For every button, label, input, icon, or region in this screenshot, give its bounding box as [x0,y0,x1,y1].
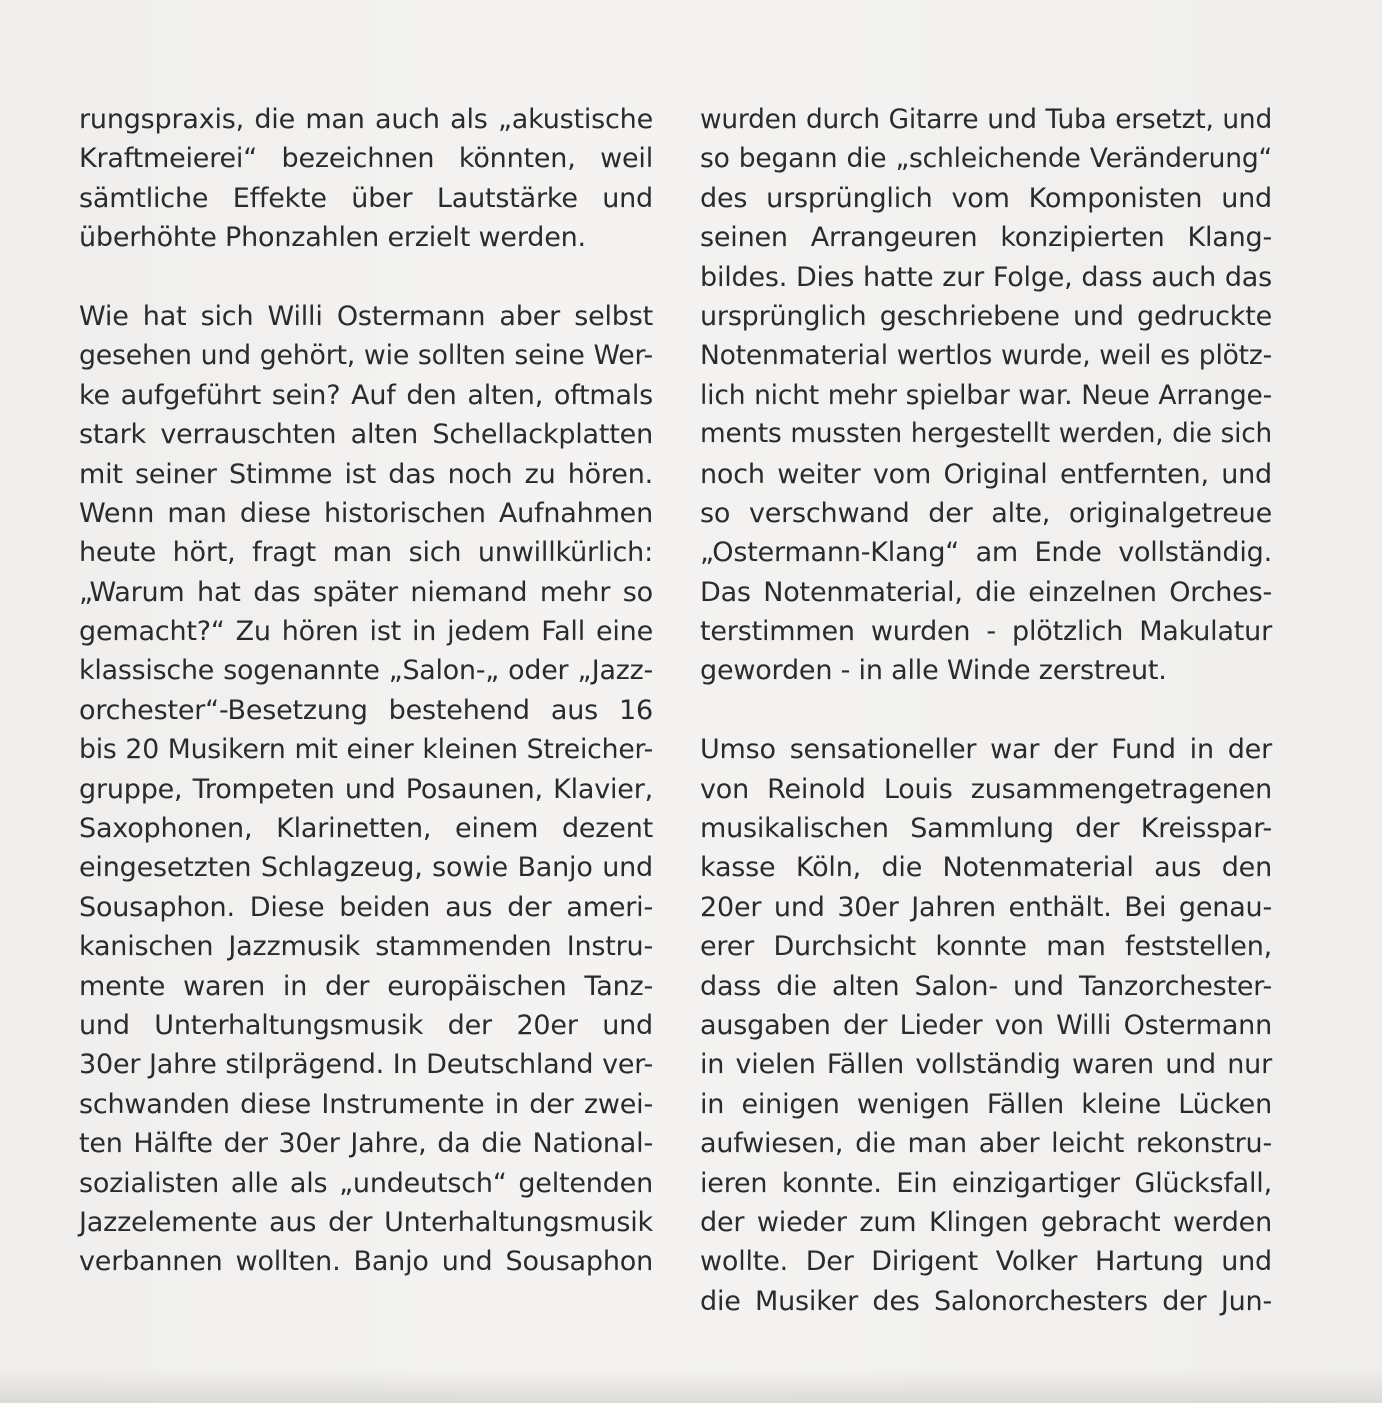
text-line: ursprünglich geschriebene und gedruckte [700,300,1272,332]
text-line: sozialisten alle als „undeutsch“ geltenden [79,1167,653,1199]
right-text-column [700,100,1272,1321]
text-line: so begann die „schleichende Veränderung“ [700,143,1272,175]
text-line: noch weiter vom Original entfernten, und [700,458,1272,490]
text-line: terstimmen wurden - plötzlich Makulatur [700,616,1272,648]
left-text-column [79,100,653,1282]
text-line: Notenmaterial wertlos wurde, weil es plötz- [700,340,1272,372]
text-line: gruppe, Trompeten und Posaunen, Klavier, [79,773,653,805]
text-line: sämtliche Effekte über Lautstärke und [79,182,653,214]
text-line: eingesetzten Schlagzeug, sowie Banjo und [79,852,653,884]
text-line: kasse Köln, die Notenmaterial aus den [700,852,1272,884]
text-line: Saxophonen, Klarinetten, einem dezent [79,813,653,845]
text-line: und Unterhaltungsmusik der 20er und [79,1009,653,1041]
right-paragraph-2 [700,730,1272,1321]
right-paragraph-1 [700,100,1272,691]
text-line: ments mussten hergestellt werden, die sich [700,419,1272,450]
text-line: Umso sensationeller war der Fund in der [700,734,1272,766]
text-line: von Reinold Louis zusammengetragenen [700,773,1272,805]
text-line: mente waren in der europäischen Tanz- [79,970,653,1002]
text-line: Jazzelemente aus der Unterhaltungsmusik [79,1206,653,1238]
text-line: „Ostermann-Klang“ am Ende vollständig. [700,537,1272,569]
text-line: orchester“-Besetzung bestehend aus 16 [79,694,653,726]
left-paragraph-2 [79,297,653,1282]
text-line: lich nicht mehr spielbar war. Neue Arrange- [700,379,1272,411]
text-line: erer Durchsicht konnte man feststellen, [700,931,1272,963]
text-line: ieren konnte. Ein einzigartiger Glücksfall, [700,1167,1272,1199]
text-line: Wenn man diese historischen Aufnahmen [79,497,653,529]
text-line: gesehen und gehört, wie sollten seine Wer- [79,340,653,372]
text-line: bildes. Dies hatte zur Folge, dass auch das [700,261,1272,293]
text-line: wollte. Der Dirigent Volker Hartung und [700,1246,1272,1278]
text-line: „Warum hat das später niemand mehr so [79,576,653,608]
text-line: geworden - in alle Winde zerstreut. [700,655,1167,687]
text-line: Kraftmeierei“ bezeichnen könnten, weil [79,143,653,175]
text-line: 30er Jahre stilprägend. In Deutschland ver- [79,1049,653,1081]
text-line: 20er und 30er Jahren enthält. Bei genau- [700,891,1272,923]
text-line: der wieder zum Klingen gebracht werden [700,1206,1272,1238]
text-line: mit seiner Stimme ist das noch zu hören. [79,458,653,490]
text-line: dass die alten Salon- und Tanzorchester- [700,970,1272,1002]
text-line: Wie hat sich Willi Ostermann aber selbst [79,300,653,332]
text-line: in vielen Fällen vollständig waren und nur [700,1049,1272,1081]
text-line: Sousaphon. Diese beiden aus der ameri- [79,891,653,923]
text-line: seinen Arrangeuren konzipierten Klang- [700,222,1272,254]
text-line: heute hört, fragt man sich unwillkürlich: [79,537,653,569]
text-line: klassische sogenannte „Salon-„ oder „Jazz- [79,655,653,687]
text-line: musikalischen Sammlung der Kreisspar- [700,813,1272,845]
left-paragraph-1 [79,100,653,258]
text-line: schwanden diese Instrumente in der zwei- [79,1088,653,1120]
text-line: so verschwand der alte, originalgetreue [700,497,1272,529]
text-line: bis 20 Musikern mit einer kleinen Streicher- [79,734,653,766]
text-line: rungspraxis, die man auch als „akustische [79,104,653,135]
text-line: kanischen Jazzmusik stammenden Instru- [79,931,653,963]
text-line: gemacht?“ Zu hören ist in jedem Fall eine [79,616,653,648]
text-line: in einigen wenigen Fällen kleine Lücken [700,1088,1272,1120]
text-line: verbannen wollten. Banjo und Sousaphon [79,1246,653,1278]
text-line: aufwiesen, die man aber leicht rekonstru- [700,1128,1272,1160]
text-line: des ursprünglich vom Komponisten und [700,182,1272,214]
text-line: ten Hälfte der 30er Jahre, da die National- [79,1128,653,1160]
text-line: ke aufgeführt sein? Auf den alten, oftmals [79,379,653,411]
text-line: überhöhte Phonzahlen erzielt werden. [79,222,586,254]
text-line: Das Notenmaterial, die einzelnen Orches- [700,576,1272,608]
text-line: die Musiker des Salonorchesters der Jun- [700,1285,1272,1317]
text-line: stark verrauschten alten Schellackplatten [79,419,653,451]
text-line: wurden durch Gitarre und Tuba ersetzt, und [700,104,1272,135]
page-edge-shadow [0,1369,1382,1403]
text-line: ausgaben der Lieder von Willi Ostermann [700,1009,1272,1041]
